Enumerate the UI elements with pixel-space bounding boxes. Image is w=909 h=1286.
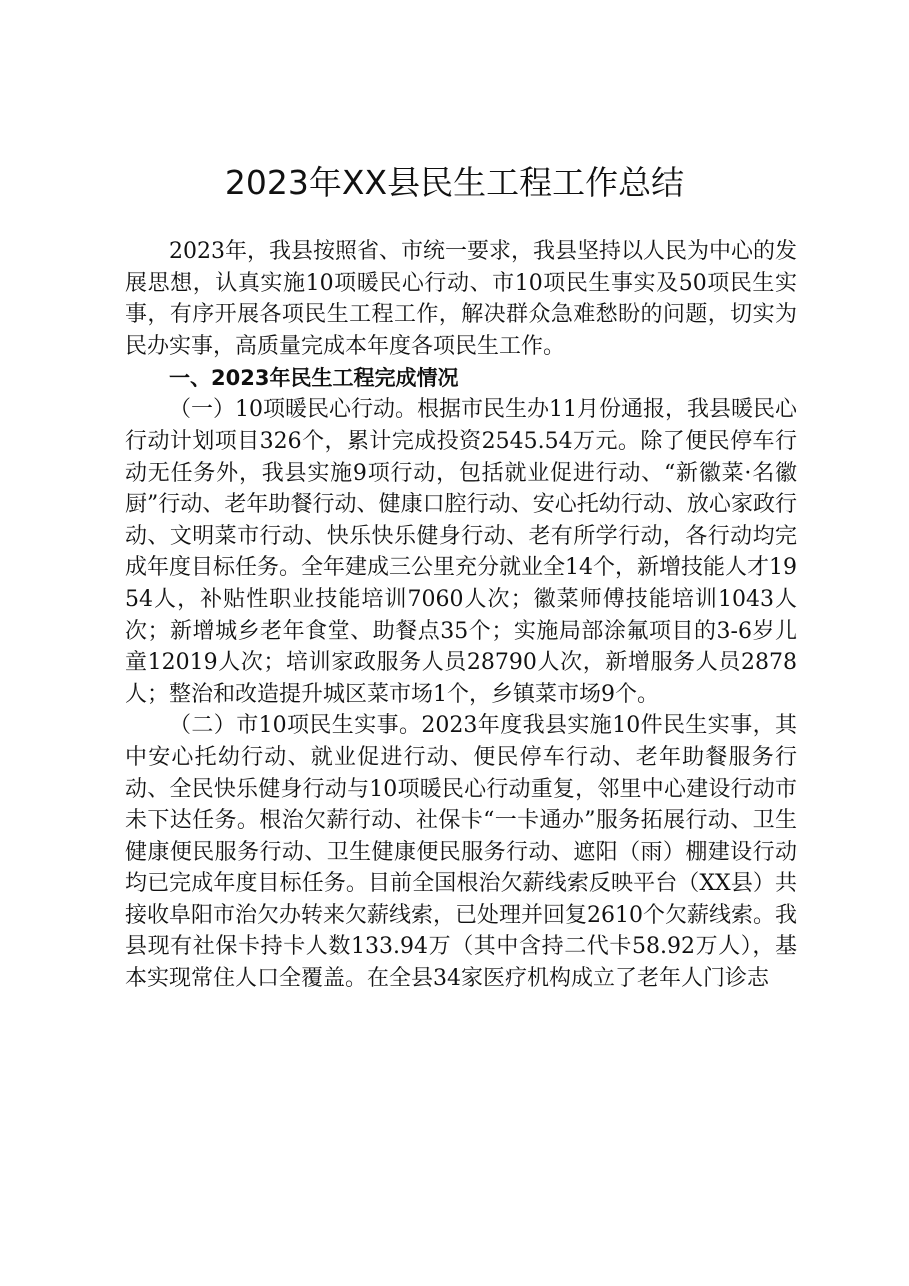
section-heading: 一、2023年民生工程完成情况 [169, 366, 459, 391]
paragraph-lead: （一）10项暖民心行动。 [169, 397, 417, 423]
paragraph-city-livelihood-projects [125, 710, 797, 994]
paragraph-text: 2023年度我县实施10件民生实事，其中安心托幼行动、就业促进行动、便民停车行动、老年助餐服务行动、全民快乐健身行动与10项暖民心行动重复，邻里中心建设行动市未下达任务。根治欠薪行动、社保卡“一卡通办”服务拓展行动、卫生健康便民服务行动、卫生健康便民服务行动、遮阳（雨）棚建设行动均已完成年度目标任务。目前全国根治欠薪线索反映平台（XX县）共接收阜阳市治欠办转来欠薪线索，已处理并回复2610个欠薪线索。我县现有社保卡持卡人数133.94万（其中含持二代卡58.92万人），基本实现常住人口全覆盖。在全县34家医疗机构成立了老年人门诊志 [125, 713, 797, 992]
intro-paragraph: 2023年，我县按照省、市统一要求，我县坚持以人民为中心的发展思想，认真实施10项暖民心行动、市10项民生事实及50项民生实事，有序开展各项民生工程工作，解决群众急难愁盼的问题，切实为民办实事，高质量完成本年度各项民生工作。 [125, 239, 797, 359]
paragraph-warm-heart-actions [125, 394, 797, 710]
document-title: 2023年XX县民生工程工作总结 [224, 163, 685, 202]
paragraph-text: 根据市民生办11月份通报，我县暖民心行动计划项目326个，累计完成投资2545.54万元。除了便民停车行动无任务外，我县实施9项行动，包括就业促进行动、“新徽菜·名徽厨”行动、老年助餐行动、健康口腔行动、安心托幼行动、放心家政行动、文明菜市行动、快乐快乐健身行动、老有所学行动，各行动均完成年度目标任务。全年建成三公里充分就业全14个，新增技能人才1954人，补贴性职业技能培训7060人次；徽菜师傅技能培训1043人次；新增城乡老年食堂、助餐点35个；实施局部涂氟项目的3-6岁儿童12019人次；培训家政服务人员28790人次，新增服务人员2878人；整治和改造提升城区菜市场1个，乡镇菜市场9个。 [125, 397, 797, 707]
document-body [125, 236, 797, 995]
paragraph-lead: （二）市10项民生实事。 [169, 713, 422, 739]
